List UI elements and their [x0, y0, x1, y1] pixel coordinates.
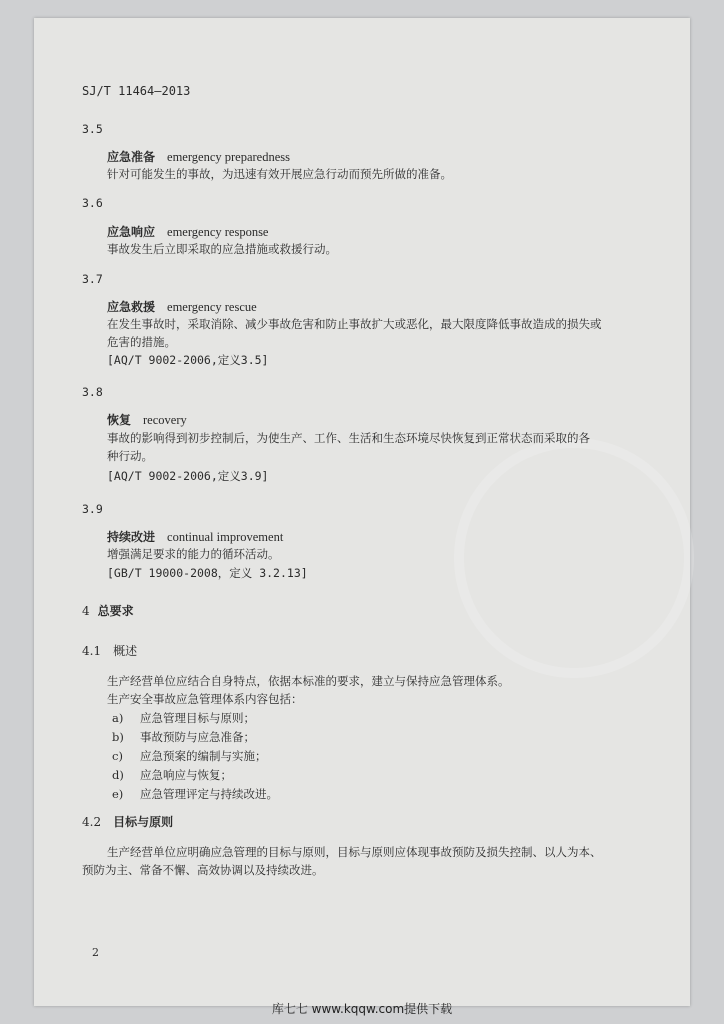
- list-item: a) 应急管理目标与原则；: [112, 711, 255, 725]
- definition-line: 在发生事故时，采取消除、减少事故危害和防止事故扩大或恶化，最大限度降低事故造成的损失或: [107, 317, 602, 331]
- section-title: 总要求: [97, 604, 134, 618]
- definition-line: 种行动。: [107, 449, 153, 463]
- subsection-heading: [82, 813, 173, 830]
- term-heading: [107, 223, 268, 240]
- watermark-seal: [454, 438, 694, 678]
- list-item: c) 应急预案的编制与实施；: [112, 749, 267, 763]
- download-footer: 库七七 www.kqqw.com提供下载: [271, 1002, 453, 1016]
- definition-line: 事故发生后立即采取的应急措施或救援行动。: [107, 242, 337, 256]
- subsection-number: 4.2: [82, 815, 102, 829]
- term-heading: [107, 298, 257, 315]
- list-item: b) 事故预防与应急准备；: [112, 730, 255, 744]
- source-citation: [AQ/T 9002-2006,定义3.5]: [107, 353, 269, 367]
- term-en: emergency preparedness: [167, 150, 290, 164]
- definition-line: 事故的影响得到初步控制后，为使生产、工作、生活和生态环境尽快恢复到正常状态而采取的各: [107, 431, 590, 445]
- term-en: recovery: [143, 413, 187, 427]
- paragraph-line: 预防为主、常备不懈、高效协调以及持续改进。: [82, 863, 324, 877]
- source-citation: [AQ/T 9002-2006,定义3.9]: [107, 469, 269, 483]
- clause-number: 3.9: [82, 502, 103, 516]
- clause-number: 3.7: [82, 272, 103, 286]
- subsection-title: 目标与原则: [113, 815, 174, 829]
- term-en: continual improvement: [167, 530, 284, 544]
- standard-number: SJ/T 11464—2013: [82, 84, 191, 98]
- term-cn: 恢复: [107, 413, 132, 427]
- definition-line: 针对可能发生的事故，为迅速有效开展应急行动而预先所做的准备。: [107, 167, 452, 181]
- subsection-title: 概述: [113, 644, 138, 658]
- page-number: 2: [92, 946, 99, 959]
- definition-line: 危害的措施。: [107, 335, 176, 349]
- list-item: d) 应急响应与恢复；: [112, 768, 232, 782]
- subsection-number: 4.1: [82, 644, 102, 658]
- section-number: 4: [82, 604, 90, 618]
- term-en: emergency response: [167, 225, 269, 239]
- clause-number: 3.6: [82, 196, 103, 210]
- term-cn: 应急救援: [107, 300, 156, 314]
- source-citation: [GB/T 19000-2008，定义 3.2.13]: [107, 566, 308, 580]
- document-page: [34, 18, 690, 1006]
- subsection-heading: [82, 642, 137, 659]
- term-cn: 应急准备: [107, 150, 156, 164]
- paragraph-line: 生产安全事故应急管理体系内容包括：: [107, 692, 303, 706]
- definition-line: 增强满足要求的能力的循环活动。: [107, 547, 280, 561]
- paragraph-line: 生产经营单位应结合自身特点，依据本标准的要求，建立与保持应急管理体系。: [107, 674, 510, 688]
- clause-number: 3.8: [82, 385, 103, 399]
- list-item: e) 应急管理评定与持续改进。: [112, 787, 278, 801]
- term-heading: [107, 528, 283, 545]
- term-en: emergency rescue: [167, 300, 257, 314]
- term-cn: 持续改进: [107, 530, 156, 544]
- clause-number: 3.5: [82, 122, 103, 136]
- term-cn: 应急响应: [107, 225, 156, 239]
- section-heading: [82, 602, 134, 619]
- term-heading: [107, 148, 290, 165]
- term-heading: [107, 411, 187, 428]
- paragraph-line: 生产经营单位应明确应急管理的目标与原则，目标与原则应体现事故预防及损失控制、以人为本、: [107, 845, 602, 859]
